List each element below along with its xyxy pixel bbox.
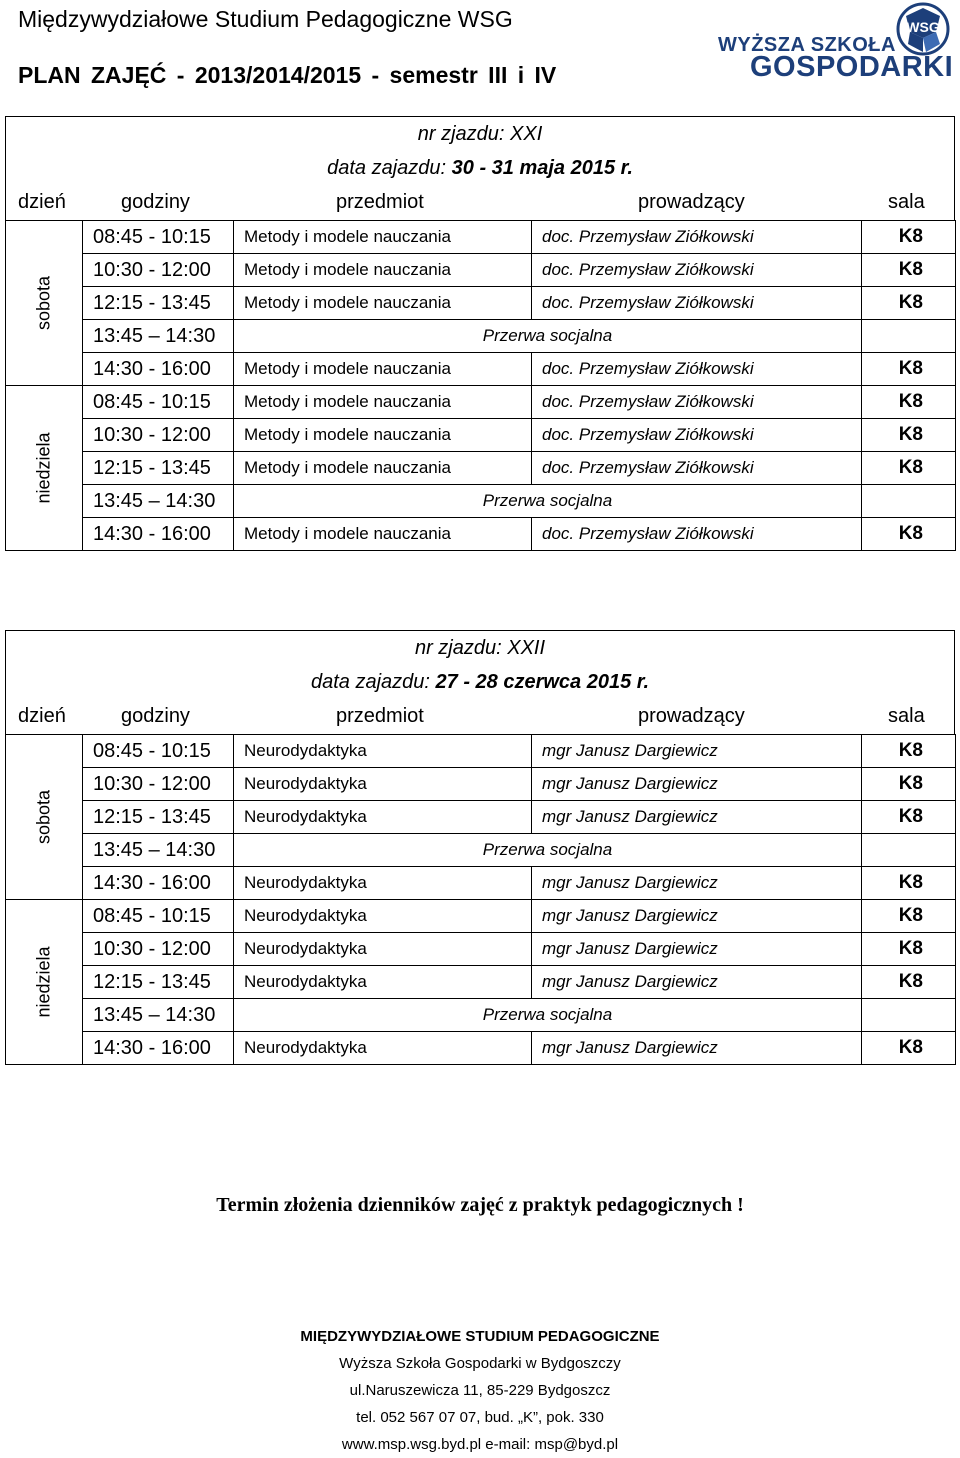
- subject-cell: Neurodydaktyka: [234, 900, 532, 933]
- session-xxi: [5, 116, 955, 551]
- day-label: sobota: [33, 789, 54, 845]
- table-row: [6, 801, 956, 834]
- room-cell: K8: [862, 768, 956, 801]
- subject-cell: Metody i modele nauczania: [234, 254, 532, 287]
- col-lecturer: prowadzący: [638, 705, 745, 727]
- logo-badge-text: WSG: [906, 19, 940, 35]
- room-cell: K8: [862, 452, 956, 485]
- col-lecturer: prowadzący: [638, 191, 745, 213]
- table-row: [6, 419, 956, 452]
- time-cell: 08:45 - 10:15: [83, 386, 234, 419]
- col-subject: przedmiot: [336, 705, 424, 727]
- room-cell: K8: [862, 735, 956, 768]
- footer-line: ul.Naruszewicza 11, 85-229 Bydgoszcz: [349, 1382, 611, 1399]
- lecturer-cell: mgr Janusz Dargiewicz: [532, 933, 862, 966]
- subject-cell: Metody i modele nauczania: [234, 221, 532, 254]
- room-cell: K8: [862, 867, 956, 900]
- plan-heading: PLAN ZAJĘĆ - 2013/2014/2015 - semestr III i IV: [18, 62, 557, 88]
- table-row: [6, 1032, 956, 1065]
- page-title: Międzywydziałowe Studium Pedagogiczne WSG: [18, 6, 513, 32]
- lecturer-cell: mgr Janusz Dargiewicz: [532, 1032, 862, 1065]
- break-cell: Przerwa socjalna: [234, 320, 862, 353]
- time-cell: 12:15 - 13:45: [83, 801, 234, 834]
- room-cell: K8: [862, 801, 956, 834]
- logo-line1: WYŻSZA SZKOŁA: [718, 34, 896, 56]
- room-cell: K8: [862, 353, 956, 386]
- time-cell: 14:30 - 16:00: [83, 867, 234, 900]
- time-cell: 10:30 - 12:00: [83, 254, 234, 287]
- notice-text: Termin złożenia dzienników zajęć z praktyk pedagogicznych !: [216, 1194, 744, 1216]
- day-label: sobota: [33, 275, 54, 331]
- col-day: dzień: [18, 705, 66, 727]
- col-hours: godziny: [121, 705, 190, 727]
- time-cell: 13:45 – 14:30: [83, 320, 234, 353]
- lecturer-cell: mgr Janusz Dargiewicz: [532, 867, 862, 900]
- time-cell: 12:15 - 13:45: [83, 966, 234, 999]
- time-cell: 14:30 - 16:00: [83, 1032, 234, 1065]
- subject-cell: Metody i modele nauczania: [234, 386, 532, 419]
- wsg-ball-icon: [896, 2, 950, 56]
- footer-line: tel. 052 567 07 07, bud. „K”, pok. 330: [356, 1409, 604, 1426]
- lecturer-cell: doc. Przemysław Ziółkowski: [532, 452, 862, 485]
- time-cell: 08:45 - 10:15: [83, 735, 234, 768]
- room-cell: [862, 834, 956, 867]
- col-room: sala: [888, 705, 925, 727]
- session-caption: [5, 116, 955, 220]
- table-row: [6, 900, 956, 933]
- room-cell: [862, 999, 956, 1032]
- subject-cell: Neurodydaktyka: [234, 867, 532, 900]
- room-cell: K8: [862, 966, 956, 999]
- room-cell: K8: [862, 386, 956, 419]
- time-cell: 12:15 - 13:45: [83, 452, 234, 485]
- footer-line: Wyższa Szkoła Gospodarki w Bydgoszczy: [339, 1355, 621, 1372]
- day-cell: [6, 386, 83, 551]
- wsg-logo: [718, 2, 954, 82]
- table-row: [6, 768, 956, 801]
- time-cell: 13:45 – 14:30: [83, 485, 234, 518]
- room-cell: K8: [862, 254, 956, 287]
- break-cell: Przerwa socjalna: [234, 999, 862, 1032]
- lecturer-cell: mgr Janusz Dargiewicz: [532, 801, 862, 834]
- lecturer-cell: doc. Przemysław Ziółkowski: [532, 353, 862, 386]
- table-row: [6, 320, 956, 353]
- room-cell: [862, 320, 956, 353]
- logo-line2: GOSPODARKI: [750, 51, 954, 83]
- session-number: nr zjazdu: XXII: [414, 637, 546, 659]
- break-cell: Przerwa socjalna: [234, 834, 862, 867]
- subject-cell: Metody i modele nauczania: [234, 353, 532, 386]
- subject-cell: Neurodydaktyka: [234, 801, 532, 834]
- time-cell: 14:30 - 16:00: [83, 518, 234, 551]
- schedule-table: [5, 220, 956, 551]
- break-cell: Przerwa socjalna: [234, 485, 862, 518]
- table-row: [6, 999, 956, 1032]
- table-row: [6, 221, 956, 254]
- footer: [0, 1323, 960, 1458]
- day-label: niedziela: [33, 946, 54, 1018]
- table-row: [6, 867, 956, 900]
- lecturer-cell: doc. Przemysław Ziółkowski: [532, 386, 862, 419]
- room-cell: K8: [862, 287, 956, 320]
- session-date: data zajazdu: 27 - 28 czerwca 2015 r.: [310, 671, 650, 693]
- lecturer-cell: mgr Janusz Dargiewicz: [532, 900, 862, 933]
- subject-cell: Neurodydaktyka: [234, 768, 532, 801]
- lecturer-cell: mgr Janusz Dargiewicz: [532, 768, 862, 801]
- table-row: [6, 966, 956, 999]
- room-cell: [862, 485, 956, 518]
- room-cell: K8: [862, 419, 956, 452]
- subject-cell: Metody i modele nauczania: [234, 452, 532, 485]
- lecturer-cell: doc. Przemysław Ziółkowski: [532, 518, 862, 551]
- time-cell: 10:30 - 12:00: [83, 419, 234, 452]
- table-row: [6, 287, 956, 320]
- time-cell: 08:45 - 10:15: [83, 221, 234, 254]
- time-cell: 13:45 – 14:30: [83, 999, 234, 1032]
- session-xxii: [5, 630, 955, 1065]
- lecturer-cell: doc. Przemysław Ziółkowski: [532, 254, 862, 287]
- table-row: [6, 933, 956, 966]
- schedule-table: [5, 734, 956, 1065]
- day-cell: [6, 900, 83, 1065]
- time-cell: 10:30 - 12:00: [83, 933, 234, 966]
- col-day: dzień: [18, 191, 66, 213]
- subject-cell: Metody i modele nauczania: [234, 518, 532, 551]
- lecturer-cell: doc. Przemysław Ziółkowski: [532, 221, 862, 254]
- time-cell: 14:30 - 16:00: [83, 353, 234, 386]
- day-cell: [6, 735, 83, 900]
- time-cell: 13:45 – 14:30: [83, 834, 234, 867]
- time-cell: 08:45 - 10:15: [83, 900, 234, 933]
- time-cell: 12:15 - 13:45: [83, 287, 234, 320]
- room-cell: K8: [862, 933, 956, 966]
- table-row: [6, 485, 956, 518]
- subject-cell: Neurodydaktyka: [234, 1032, 532, 1065]
- day-label: niedziela: [33, 432, 54, 504]
- table-row: [6, 735, 956, 768]
- subject-cell: Neurodydaktyka: [234, 933, 532, 966]
- session-number: nr zjazdu: XXI: [417, 123, 543, 145]
- subject-cell: Neurodydaktyka: [234, 966, 532, 999]
- col-room: sala: [888, 191, 925, 213]
- lecturer-cell: mgr Janusz Dargiewicz: [532, 735, 862, 768]
- lecturer-cell: mgr Janusz Dargiewicz: [532, 966, 862, 999]
- subject-cell: Metody i modele nauczania: [234, 287, 532, 320]
- lecturer-cell: doc. Przemysław Ziółkowski: [532, 287, 862, 320]
- col-subject: przedmiot: [336, 191, 424, 213]
- subject-cell: Neurodydaktyka: [234, 735, 532, 768]
- table-row: [6, 254, 956, 287]
- table-row: [6, 386, 956, 419]
- day-cell: [6, 221, 83, 386]
- room-cell: K8: [862, 900, 956, 933]
- subject-cell: Metody i modele nauczania: [234, 419, 532, 452]
- lecturer-cell: doc. Przemysław Ziółkowski: [532, 419, 862, 452]
- room-cell: K8: [862, 221, 956, 254]
- table-row: [6, 452, 956, 485]
- session-date: data zajazdu: 30 - 31 maja 2015 r.: [327, 157, 633, 179]
- table-row: [6, 518, 956, 551]
- table-row: [6, 834, 956, 867]
- time-cell: 10:30 - 12:00: [83, 768, 234, 801]
- room-cell: K8: [862, 1032, 956, 1065]
- table-row: [6, 353, 956, 386]
- footer-line: www.msp.wsg.byd.pl e-mail: msp@byd.pl: [341, 1436, 619, 1453]
- room-cell: K8: [862, 518, 956, 551]
- session-caption: [5, 630, 955, 734]
- col-hours: godziny: [121, 191, 190, 213]
- footer-line: MIĘDZYWYDZIAŁOWE STUDIUM PEDAGOGICZNE: [300, 1328, 660, 1345]
